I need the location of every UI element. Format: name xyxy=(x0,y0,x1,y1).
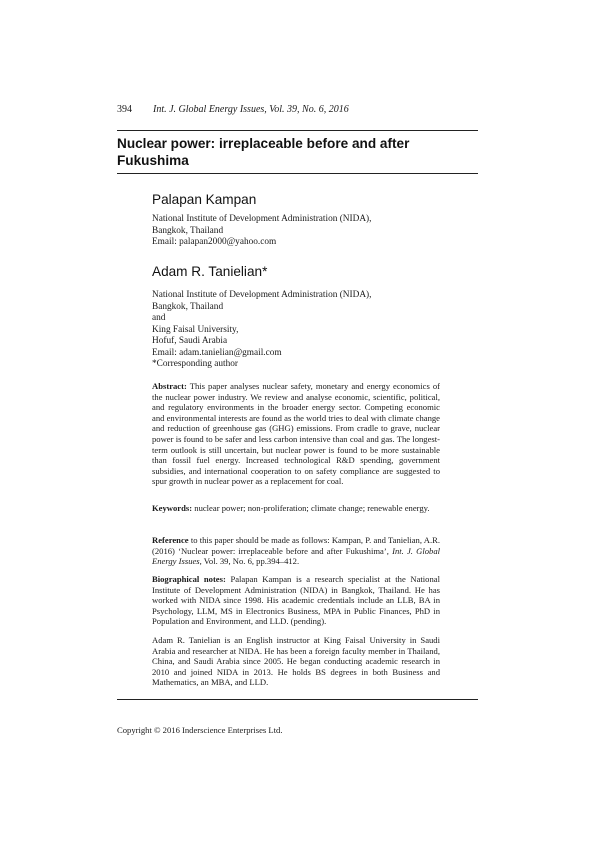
biographical-notes xyxy=(152,574,440,627)
affiliation-line: Bangkok, Thailand xyxy=(152,301,224,312)
author-name-2: Adam R. Tanielian* xyxy=(152,264,268,279)
corresponding-note: *Corresponding author xyxy=(152,359,238,369)
author-affiliation-1 xyxy=(152,214,371,249)
affiliation-line: and xyxy=(152,313,166,323)
reference-journal: Int. J. Global Energy Issues xyxy=(152,545,440,567)
author-email: Email: palapan2000@yahoo.com xyxy=(152,237,277,247)
bio-label: Biographical notes: xyxy=(152,574,226,584)
affiliation-line: National Institute of Development Administration (NIDA), xyxy=(152,214,372,224)
affiliation-line: Hofuf, Saudi Arabia xyxy=(152,336,228,346)
title-top-rule xyxy=(117,130,478,131)
reference-text: to this paper should be made as follows: Kampan, P. and Tanielian, A.R. (2016) ‘Nuclear power: irreplaceable before and after Fukushima’, xyxy=(152,535,440,556)
keywords-text: nuclear power; non-proliferation; climate change; renewable energy. xyxy=(194,503,430,513)
abstract xyxy=(152,381,440,487)
footer-rule xyxy=(117,699,478,700)
author-affiliation-2 xyxy=(152,290,371,371)
title-bottom-rule xyxy=(117,173,478,174)
reference-details: , Vol. 39, No. 6, pp.394–412. xyxy=(199,556,300,567)
copyright-notice: Copyright © 2016 Inderscience Enterprises Ltd. xyxy=(117,725,283,735)
abstract-text: This paper analyses nuclear safety, monetary and energy economics of the nuclear power industry. We review and analyse economic, scientific, political, and regulatory environments in the broader energy sector. Competing economic and environmental interests are found as the world tries to deal with climate change and reduction of greenhouse gas (GHG) emissions. From cradle to grave, nuclear power is found to be safer and less carbon intensive than coal and gas. The longest-term outlook is still uncertain, but nuclear power is found to be more sustainable than fossil fuel energy. Increased technological R&D spending, government subsidies, and international cooperation to on safety compliance are suggested to spur growth in nuclear power as a replacement for coal. xyxy=(152,381,440,487)
reference-label: Reference xyxy=(152,535,189,545)
author-name-1: Palapan Kampan xyxy=(152,192,257,207)
affiliation-line: Bangkok, Thailand xyxy=(152,225,224,236)
affiliation-line: National Institute of Development Administration (NIDA), xyxy=(152,290,372,300)
page-number: 394 xyxy=(117,104,132,115)
affiliation-line: King Faisal University, xyxy=(152,324,239,335)
author-email: Email: adam.tanielian@gmail.com xyxy=(152,347,282,358)
paper-title: Nuclear power: irreplaceable before and after Fukushima xyxy=(117,136,410,168)
reference xyxy=(152,535,440,567)
keywords xyxy=(152,503,440,514)
bio-text-1: Palapan Kampan is a research specialist at the National Institute of Development Administration (NIDA) in Bangkok, Thailand. He has worked with NIDA since 1998. His academic credentials include an LLB, BA in Psychology, LLM, MS in Electronics Business, MPA in Public Finances, PhD in Population and Environment, and LLD. (pending). xyxy=(152,574,440,627)
journal-citation: Int. J. Global Energy Issues, Vol. 39, No. 6, 2016 xyxy=(153,104,349,115)
running-header xyxy=(117,104,349,115)
abstract-label: Abstract: xyxy=(152,381,187,391)
keywords-label: Keywords: xyxy=(152,503,193,513)
bio-paragraph-2: Adam R. Tanielian is an English instructor at King Faisal University in Saudi Arabia and researcher at NIDA. He has been a foreign faculty member in Thailand, China, and Saudi Arabia since 2005. He began conducting academic research in 2010 and joined NIDA in 2013. He holds BS degrees in both Business and Mathematics, an MBA, and LLD. xyxy=(152,635,440,688)
